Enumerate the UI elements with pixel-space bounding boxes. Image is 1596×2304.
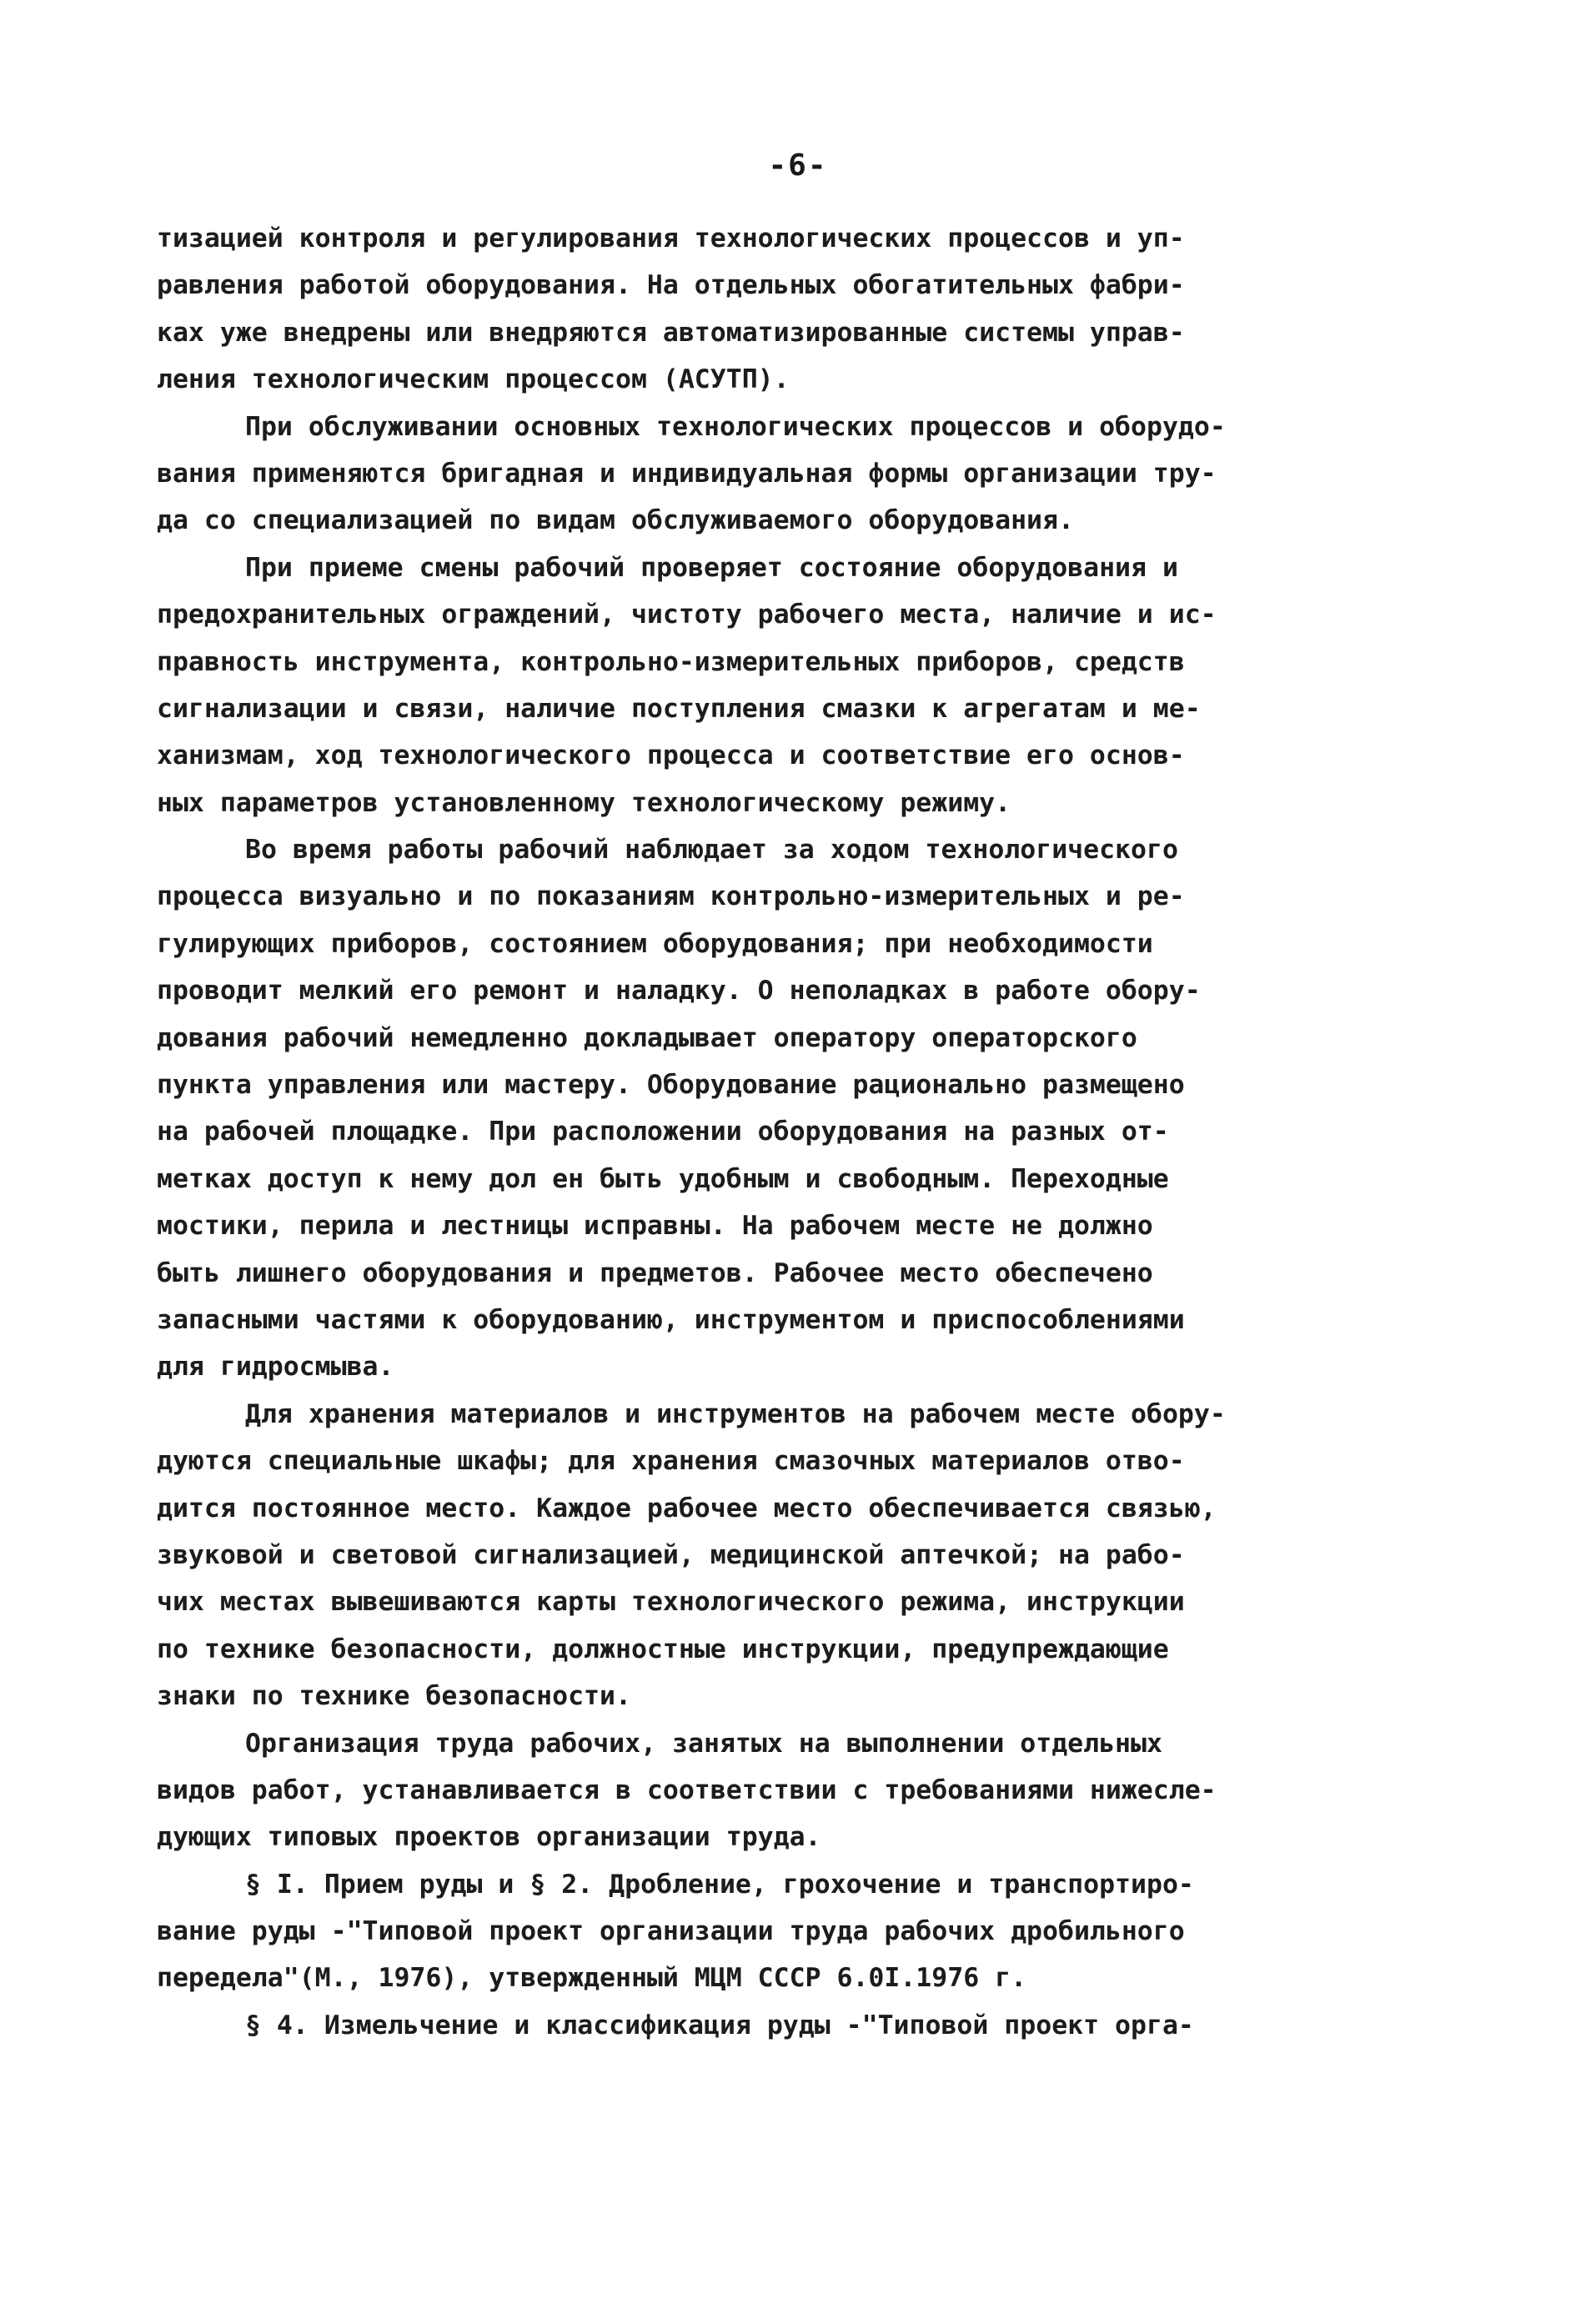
- text-line: мостики, перила и лестницы исправны. На рабочем месте не должно: [157, 1211, 1153, 1242]
- text-line: чих местах вывешиваются карты технологического режима, инструкции: [157, 1587, 1185, 1618]
- text-line: запасными частями к оборудованию, инструментом и приспособлениями: [157, 1304, 1185, 1335]
- text-line: на рабочей площадке. При расположении оборудования на разных от-: [157, 1117, 1169, 1147]
- text-line: ления технологическим процессом (АСУТП).: [157, 364, 790, 395]
- text-line: да со специализацией по видам обслуживаемого оборудования.: [157, 505, 1074, 536]
- text-line: дуются специальные шкафы; для хранения смазочных материалов отво-: [157, 1446, 1185, 1477]
- document-body: [157, 215, 1458, 2049]
- text-line: метках доступ к нему дол ен быть удобным и свободным. Переходные: [157, 1163, 1169, 1194]
- text-line: Во время работы рабочий наблюдает за ходом технологического: [245, 835, 1178, 866]
- text-line: предохранительных ограждений, чистоту рабочего места, наличие и ис-: [157, 600, 1217, 630]
- text-line: пункта управления или мастеру. Оборудование рационально размещено: [157, 1070, 1185, 1101]
- text-line: § I. Прием руды и § 2. Дробление, грохочение и транспортиро-: [245, 1869, 1194, 1900]
- page-number: -6-: [768, 148, 828, 183]
- text-line: знаки по технике безопасности.: [157, 1681, 631, 1712]
- text-line: для гидросмыва.: [157, 1352, 394, 1383]
- text-line: тизацией контроля и регулирования технологических процессов и уп-: [157, 223, 1185, 253]
- text-line: видов работ, устанавливается в соответствии с требованиями нижесле-: [157, 1774, 1217, 1805]
- text-line: § 4. Измельчение и классификация руды -"Типовой проект орга-: [245, 2010, 1194, 2040]
- text-line: вание руды -"Типовой проект организации труда рабочих дробильного: [157, 1916, 1185, 1947]
- text-line: гулирующих приборов, состоянием оборудования; при необходимости: [157, 928, 1153, 959]
- text-line: сигнализации и связи, наличие поступления смазки к агрегатам и ме-: [157, 693, 1201, 724]
- text-line: ханизмам, ход технологического процесса и соответствие его основ-: [157, 740, 1185, 771]
- text-line: При обслуживании основных технологических процессов и оборудо-: [245, 411, 1226, 442]
- text-line: При приеме смены рабочий проверяет состояние оборудования и: [245, 552, 1178, 583]
- text-line: равления работой оборудования. На отдельных обогатительных фабри-: [157, 270, 1185, 301]
- text-line: дования рабочий немедленно докладывает оператору операторского: [157, 1022, 1137, 1053]
- text-line: передела"(М., 1976), утвержденный МЦМ СССР 6.0I.1976 г.: [157, 1963, 1027, 1994]
- text-line: по технике безопасности, должностные инструкции, предупреждающие: [157, 1634, 1169, 1664]
- text-line: ках уже внедрены или внедряются автоматизированные системы управ-: [157, 317, 1185, 348]
- text-line: Для хранения материалов и инструментов на рабочем месте обору-: [245, 1398, 1226, 1429]
- text-line: дующих типовых проектов организации труда.: [157, 1822, 821, 1853]
- text-line: процесса визуально и по показаниям контрольно-измерительных и ре-: [157, 881, 1185, 912]
- text-line: быть лишнего оборудования и предметов. Рабочее место обеспечено: [157, 1257, 1153, 1288]
- text-line: проводит мелкий его ремонт и наладку. О неполадках в работе обору-: [157, 976, 1201, 1006]
- text-line: ных параметров установленному технологическому режиму.: [157, 787, 1011, 818]
- text-line: дится постоянное место. Каждое рабочее место обеспечивается связью,: [157, 1493, 1217, 1523]
- text-line: правность инструмента, контрольно-измерительных приборов, средств: [157, 646, 1185, 677]
- text-line: Организация труда рабочих, занятых на выполнении отдельных: [245, 1728, 1162, 1759]
- text-line: звуковой и световой сигнализацией, медицинской аптечкой; на рабо-: [157, 1539, 1185, 1570]
- text-line: вания применяются бригадная и индивидуальная формы организации тру-: [157, 458, 1217, 489]
